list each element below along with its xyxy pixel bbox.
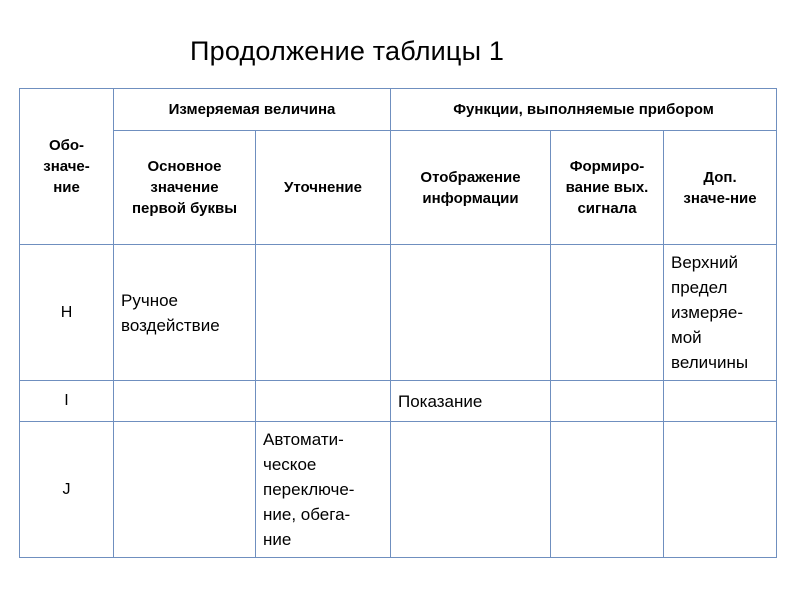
- cell-additional: [664, 422, 777, 558]
- row-letter: H: [20, 245, 114, 381]
- page-title: Продолжение таблицы 1: [190, 36, 505, 66]
- cell-output: [551, 245, 664, 381]
- header-primary-letter: Основное значение первой буквы: [114, 131, 256, 245]
- cell-display: [391, 245, 551, 381]
- cell-primary: Ручное воздействие: [114, 245, 256, 381]
- header-functions-group: Функции, выполняемые прибором: [391, 89, 777, 131]
- header-designation: Обо- значе- ние: [20, 89, 114, 245]
- cell-display: [391, 422, 551, 558]
- row-letter: J: [20, 422, 114, 558]
- cell-primary: [114, 422, 256, 558]
- cell-refinement: [256, 245, 391, 381]
- row-letter: I: [20, 381, 114, 422]
- header-row-1: [20, 89, 777, 131]
- table-row: [20, 422, 777, 558]
- header-additional: Доп. значе-ние: [664, 131, 777, 245]
- cell-output: [551, 422, 664, 558]
- designation-table: [19, 88, 777, 558]
- cell-display: Показание: [391, 381, 551, 422]
- table-row: [20, 381, 777, 422]
- cell-additional: [664, 381, 777, 422]
- header-output-signal: Формиро- вание вых. сигнала: [551, 131, 664, 245]
- cell-output: [551, 381, 664, 422]
- header-measured-group: Измеряемая величина: [114, 89, 391, 131]
- cell-primary: [114, 381, 256, 422]
- cell-additional: Верхний предел измеряе- мой величины: [664, 245, 777, 381]
- cell-refinement: [256, 381, 391, 422]
- cell-refinement: Автомати- ческое переключе- ние, обега- ние: [256, 422, 391, 558]
- table-row: [20, 245, 777, 381]
- header-refinement: Уточнение: [256, 131, 391, 245]
- header-display: Отображение информации: [391, 131, 551, 245]
- header-row-2: [20, 131, 777, 245]
